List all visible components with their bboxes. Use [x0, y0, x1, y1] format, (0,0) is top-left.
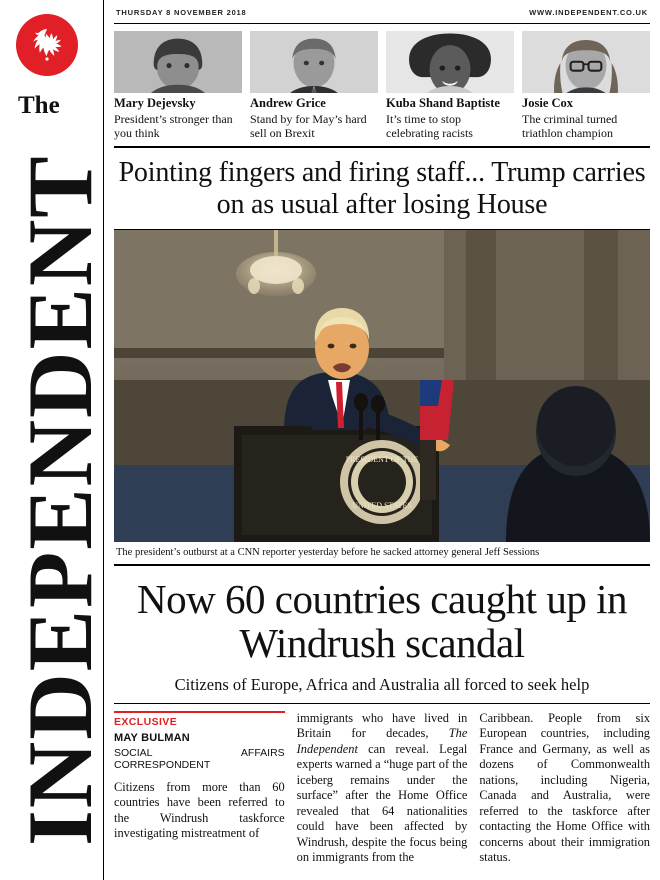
story-paragraph: Caribbean. People from six European countries, including France and Germany, as well as dozens of Commonwealth nations, including Nigeria, Canada and Australia, were referred to the taskforce after contacting the Home Office with concerns about their immigration status. — [479, 710, 651, 865]
lead-headline: Pointing fingers and firing staff... Trump carries on as usual after losing House — [114, 148, 650, 230]
columnist-name: Josie Cox — [522, 96, 574, 110]
lead-photo — [114, 230, 650, 542]
portrait-kuba-shand-baptiste — [386, 31, 514, 93]
website-url: WWW.INDEPENDENT.CO.UK — [529, 8, 648, 17]
columnist-blurb: President’s stronger than you think — [114, 111, 233, 140]
story-column-3 — [479, 711, 650, 872]
story-paragraph: Citizens from more than 60 countries have been referred to the Windrush taskforce investigating mistreatment of — [114, 779, 285, 841]
columnist-name: Kuba Shand Baptiste — [386, 96, 500, 110]
story-column-1 — [114, 711, 285, 872]
portrait-mary-dejevsky — [114, 31, 242, 93]
photo-caption: The president’s outburst at a CNN reporter yesterday before he sacked attorney general Jeff Sessions — [114, 542, 650, 566]
svg-text:PRESIDENT OF THE: PRESIDENT OF THE — [345, 455, 419, 465]
columnist-item[interactable] — [114, 31, 242, 140]
second-standfirst: Citizens of Europe, Africa and Australia all forced to seek help — [114, 671, 650, 704]
portrait-josie-cox — [522, 31, 650, 93]
columnists-strip — [114, 24, 650, 148]
columnist-item[interactable] — [522, 31, 650, 140]
exclusive-badge: EXCLUSIVE — [114, 711, 285, 729]
columnist-blurb: It’s time to stop celebrating racists — [386, 111, 473, 140]
columnist-name: Andrew Grice — [250, 96, 326, 110]
main-column — [104, 0, 660, 880]
story-column-2 — [297, 711, 468, 872]
byline-role: SOCIAL AFFAIRS CORRESPONDENT — [114, 746, 285, 771]
masthead-the: The — [18, 92, 60, 119]
byline-name: MAY BULMAN — [114, 732, 190, 745]
columnist-blurb: The criminal turned triathlon champion — [522, 111, 618, 140]
masthead-rail — [0, 0, 111, 880]
portrait-andrew-grice — [250, 31, 378, 93]
issue-date: THURSDAY 8 NOVEMBER 2018 — [116, 8, 247, 17]
columnist-name: Mary Dejevsky — [114, 96, 196, 110]
second-headline: Now 60 countries caught up in Windrush scandal — [137, 576, 627, 666]
columnist-item[interactable] — [250, 31, 378, 140]
columnist-item[interactable] — [386, 31, 514, 140]
svg-text:UNITED STATES: UNITED STATES — [352, 501, 412, 511]
masthead-title: INDEPENDENT — [9, 154, 111, 846]
top-bar — [114, 0, 650, 24]
eagle-logo-icon — [16, 14, 78, 76]
columnist-blurb: Stand by for May’s hard sell on Brexit — [250, 111, 367, 140]
story-columns — [114, 704, 650, 872]
story-paragraph: immigrants who have lived in Britain for decades, The Independent can reveal. Legal experts warned a “huge part of the iceberg remains under the surface” after the Home Office revealed that 64 nationalities could have been affected by Windrush, despite the focus being on immigrants from the — [296, 710, 468, 865]
